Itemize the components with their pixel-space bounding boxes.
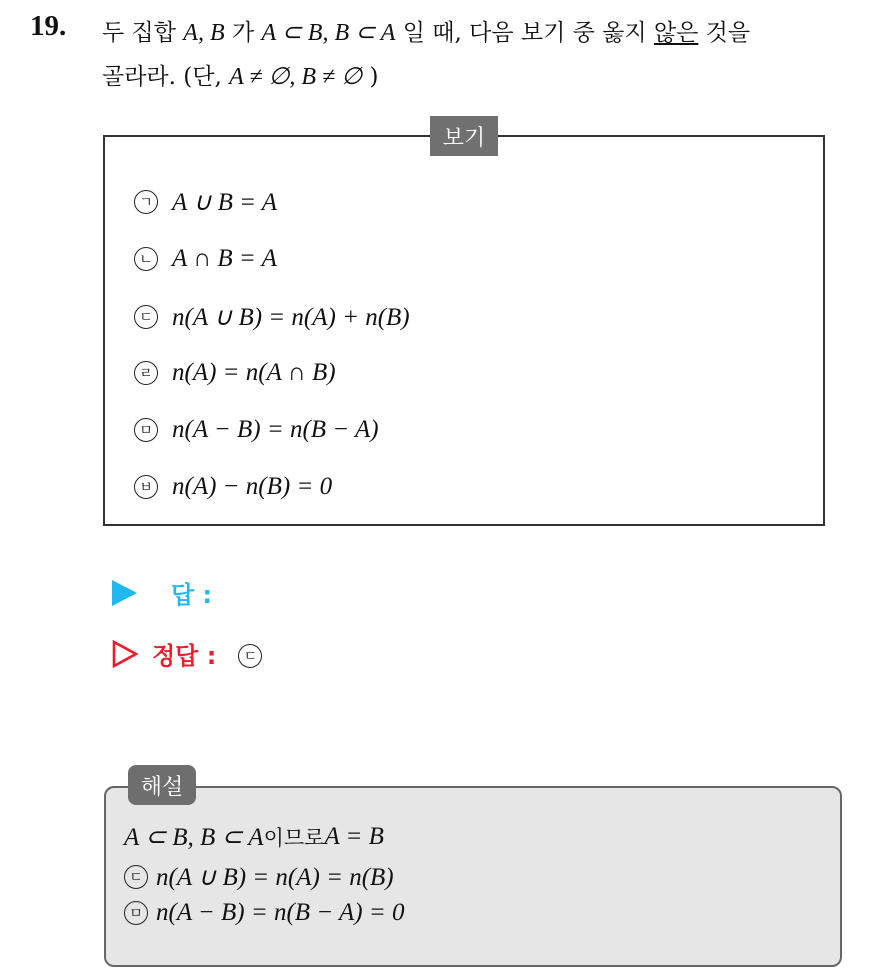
math-condition: A ⊂ B, B ⊂ A xyxy=(261,20,396,46)
correct-answer-value xyxy=(238,639,262,668)
explanation-line xyxy=(124,862,394,892)
question-text: 가 xyxy=(224,20,262,46)
circled-marker: ㅂ xyxy=(134,475,158,499)
answer-row xyxy=(112,575,212,610)
bogi-expression xyxy=(172,187,277,217)
bogi-expression xyxy=(172,302,410,332)
expression-text: n(A) − n(B) = 0 xyxy=(172,473,333,500)
bogi-expression xyxy=(172,473,332,501)
bogi-item xyxy=(134,242,277,276)
bogi-item xyxy=(134,300,410,334)
bogi-item xyxy=(134,413,379,447)
circled-marker: ㅁ xyxy=(124,901,148,925)
answer-label: 답 : xyxy=(171,581,213,609)
question-text: 일 때, 다음 보기 중 옳지 xyxy=(395,20,654,46)
bogi-item xyxy=(134,356,336,390)
circled-marker: ㄹ xyxy=(134,361,158,385)
question-text-line1 xyxy=(102,14,750,47)
explanation-line xyxy=(124,822,384,852)
question-number: 19. xyxy=(30,10,67,42)
circled-marker: ㄷ xyxy=(238,644,262,668)
question-text: 골라라. (단, xyxy=(102,64,230,90)
expression-text: A ∪ B = A xyxy=(172,189,278,216)
play-triangle-icon xyxy=(112,580,137,606)
expression-text: A ∩ B = A xyxy=(172,245,277,272)
explanation-expression: n(A − B) = n(B − A) = 0 xyxy=(156,899,405,926)
explanation-title: 해설 xyxy=(128,765,196,805)
math-sets: A, B xyxy=(183,20,225,46)
expression-text: n(A ∪ B) = n(A) + n(B) xyxy=(172,304,410,331)
explanation-line xyxy=(124,899,404,927)
underlined-word: 않은 xyxy=(653,20,699,46)
question-text-line2 xyxy=(102,58,378,91)
expression-text: n(A − B) = n(B − A) xyxy=(172,416,379,443)
circled-marker: ㄷ xyxy=(134,305,158,329)
circled-marker: ㅁ xyxy=(134,418,158,442)
question-text: 것을 xyxy=(698,20,751,46)
bogi-item xyxy=(134,185,277,219)
math-condition: A ≠ ∅, B ≠ ∅ xyxy=(229,64,363,90)
expression-text: n(A) = n(A ∩ B) xyxy=(172,359,336,386)
bogi-expression xyxy=(172,245,277,273)
bogi-expression xyxy=(172,416,379,444)
bogi-item xyxy=(134,470,332,504)
math-condition: A ⊂ B, B ⊂ A xyxy=(124,824,264,851)
explanation-text: 이므로 xyxy=(263,826,325,850)
question-text: ) xyxy=(362,64,379,90)
circled-marker: ㄱ xyxy=(134,190,158,214)
circled-marker: ㄴ xyxy=(134,247,158,271)
math-conclusion: A = B xyxy=(324,823,384,850)
correct-answer-row xyxy=(112,636,262,671)
bogi-title: 보기 xyxy=(430,116,498,156)
bogi-expression xyxy=(172,359,336,387)
circled-marker: ㄷ xyxy=(124,865,148,889)
question-text: 두 집합 xyxy=(102,20,184,46)
correct-answer-label: 정답 : xyxy=(152,642,217,670)
explanation-expression: n(A ∪ B) = n(A) = n(B) xyxy=(156,864,394,891)
outline-triangle-icon xyxy=(112,640,138,668)
